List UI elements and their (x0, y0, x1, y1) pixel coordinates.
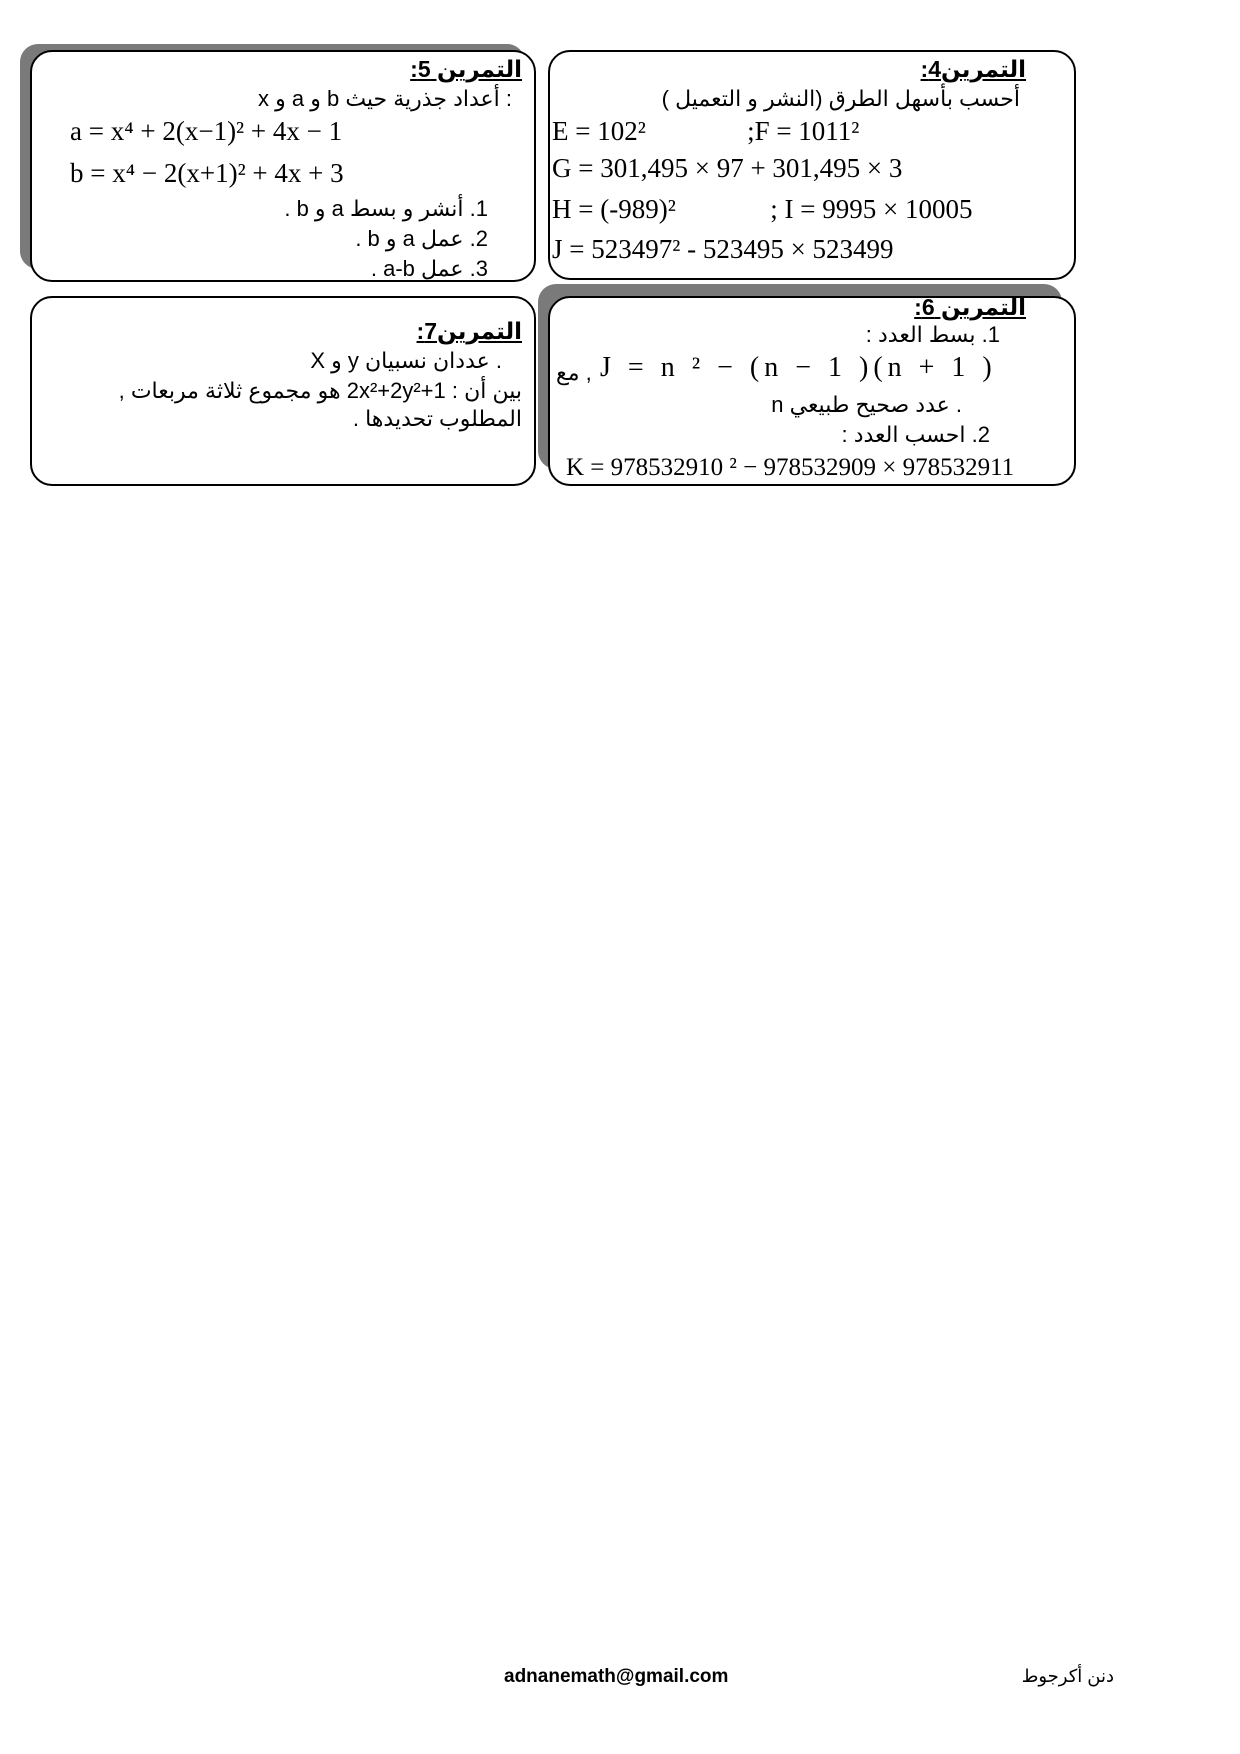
exercise7-title: التمرين7: (416, 318, 522, 344)
exercise5-item-3: 3. عمل a-b . (370, 256, 488, 281)
exercise7-line-2: بين أن : 2x²+2y²+1 هو مجموع ثلاثة مربعات , (118, 378, 522, 403)
exercise7-line-1: X و y عددان نسبيان . (310, 348, 502, 373)
exercise5-formula-a: a = x⁴ + 2(x−1)² + 4x − 1 (70, 116, 343, 146)
exercise4-line-g: G = 301,495 × 97 + 301,495 × 3 (552, 153, 903, 183)
exercise6-formula-k: K = 978532910 ² − 978532909 × 978532911 (566, 454, 1015, 481)
exercise4-instruction: أحسب بأسهل الطرق (النشر و التعميل ) (661, 86, 1020, 111)
exercise6-formula-j-suffix: , مع (556, 360, 592, 385)
exercise4-line-e-f: E = 102² ;F = 1011² (552, 116, 860, 146)
exercise4-line-h-i: H = (-989)² ; I = 9995 × 10005 (552, 194, 973, 224)
exercise6-formula-j: J = n ² − (n − 1 )(n + 1 ) (600, 352, 997, 383)
exercise5-item-1: 1. أنشر و بسط a و b . (284, 196, 488, 221)
exercise4-title: التمرين4: (920, 56, 1026, 82)
footer-email: adnanemath@gmail.com (504, 1666, 729, 1687)
exercise5-intro: x و a و b أعداد جذرية حيث : (258, 86, 512, 111)
exercise6-condition: n عدد صحيح طبيعي . (771, 392, 962, 417)
exercise5-title: التمرين 5: (410, 56, 522, 82)
exercise7-line-3: المطلوب تحديدها . (352, 406, 522, 431)
exercise6-item-2: 2. احسب العدد : (841, 422, 990, 447)
exercise6-title: التمرين 6: (914, 294, 1026, 320)
exercise5-formula-b: b = x⁴ − 2(x+1)² + 4x + 3 (70, 158, 344, 188)
exercise5-item-2: 2. عمل a و b . (355, 226, 488, 251)
footer-author: دنن أكرجوط (1021, 1666, 1114, 1686)
exercise6-item-1: 1. بسط العدد : (865, 322, 1000, 347)
exercise4-line-j: J = 523497² - 523495 × 523499 (552, 234, 894, 264)
